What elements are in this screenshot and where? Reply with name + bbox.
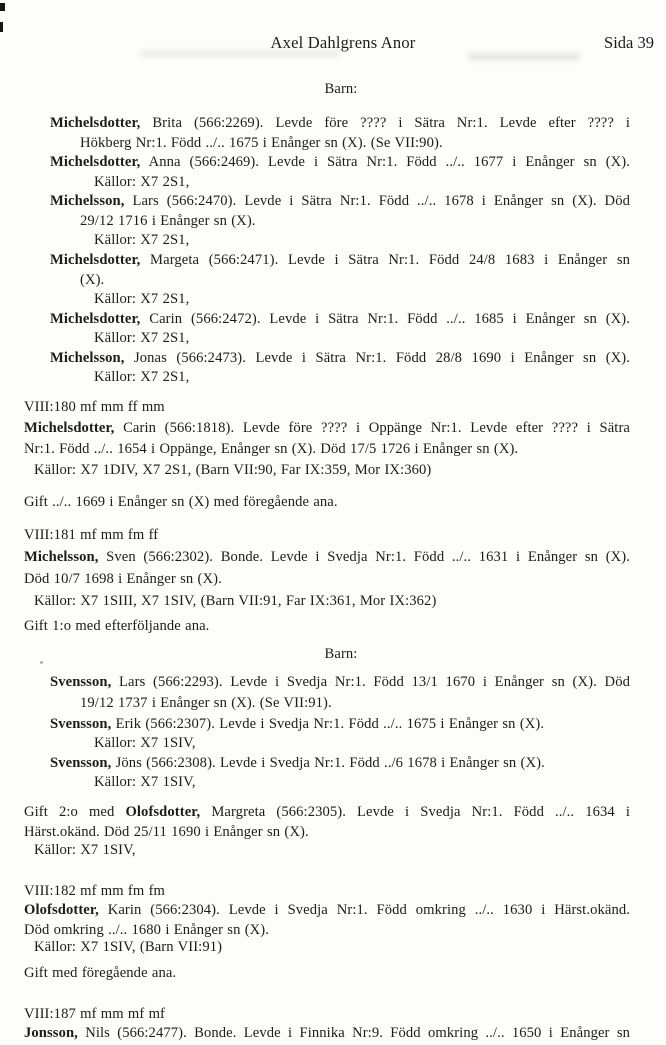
text-segment: Jonas (566:2473). Levde i Sätra Nr:1. Född 28/8 1690 i Enånger sn (X). bbox=[124, 350, 630, 366]
ancestor-id-line bbox=[24, 526, 630, 545]
source-line bbox=[34, 592, 630, 611]
text-segment: VIII:180 mf mm ff mm bbox=[24, 399, 165, 415]
child-entry-continuation bbox=[80, 694, 630, 713]
child-entry-line bbox=[50, 192, 630, 211]
person-name: Michelsdotter, bbox=[50, 252, 141, 268]
text-segment: Härst.okänd. Död 25/11 1690 i Enånger sn (X). bbox=[24, 824, 309, 840]
text-segment: Karin (566:2304). Levde i Svedja Nr:1. Född omkring ../.. 1630 i Härst.okänd. bbox=[98, 902, 630, 918]
source-line bbox=[94, 329, 630, 348]
text-segment: (X). bbox=[80, 272, 105, 288]
text-segment: Hökberg Nr:1. Född ../.. 1675 i Enånger sn (X). (Se VII:90). bbox=[80, 135, 443, 151]
person-name: Svensson, bbox=[50, 674, 112, 690]
text-segment: Carin (566:1818). Levde före ???? i Oppänge Nr:1. Levde efter ???? i Sätra bbox=[114, 420, 630, 436]
text-segment: Källor: X7 2S1, bbox=[94, 174, 190, 190]
text-segment: Gift 1:o med efterföljande ana. bbox=[24, 618, 210, 634]
child-entry-line bbox=[50, 310, 630, 329]
ancestor-id-line bbox=[24, 1005, 630, 1024]
paragraph-line bbox=[24, 1024, 630, 1043]
source-line bbox=[94, 173, 630, 192]
person-name: Michelsson, bbox=[50, 350, 125, 366]
person-name: Michelsson, bbox=[24, 549, 99, 565]
paragraph-line bbox=[24, 419, 630, 438]
text-segment: Erik (566:2307). Levde i Svedja Nr:1. Född ../.. 1675 i Enånger sn (X). bbox=[111, 716, 545, 732]
person-name: Olofsdotter, bbox=[24, 902, 99, 918]
text-segment: Källor: X7 2S1, bbox=[94, 232, 190, 248]
child-entry-line bbox=[50, 673, 630, 692]
text-segment: Död 10/7 1698 i Enånger sn (X). bbox=[24, 571, 222, 587]
child-entry-line bbox=[50, 754, 630, 773]
person-name: Svensson, bbox=[50, 716, 112, 732]
text-segment: Barn: bbox=[324, 81, 358, 97]
source-line bbox=[94, 231, 630, 250]
text-segment: Margreta (566:2305). Levde i Svedja Nr:1. Född ../.. 1634 i bbox=[200, 804, 631, 820]
paragraph-line bbox=[24, 570, 630, 589]
paragraph-line bbox=[24, 548, 630, 567]
text-segment: Källor: X7 1SIV, bbox=[94, 774, 196, 790]
text-segment: Gift ../.. 1669 i Enånger sn (X) med föregående ana. bbox=[24, 494, 338, 510]
source-line bbox=[34, 841, 630, 860]
source-line bbox=[94, 773, 630, 792]
ancestor-id-line bbox=[24, 882, 630, 901]
person-name: Michelsdotter, bbox=[50, 115, 141, 131]
source-line bbox=[94, 368, 630, 387]
text-segment: Jöns (566:2308). Levde i Svedja Nr:1. Född ../6 1678 i Enånger sn (X). bbox=[111, 755, 545, 771]
text-segment: Död omkring ../.. 1680 i Enånger sn (X). bbox=[24, 922, 270, 938]
source-line bbox=[94, 734, 630, 753]
text-segment: Källor: X7 2S1, bbox=[94, 330, 190, 346]
text-segment: Sven (566:2302). Bonde. Levde i Svedja Nr:1. Född ../.. 1631 i Enånger sn (X). bbox=[98, 549, 630, 565]
text-segment: Gift med föregående ana. bbox=[24, 965, 177, 981]
child-entry-continuation bbox=[80, 212, 630, 231]
child-entry-line bbox=[50, 349, 630, 368]
text-segment: Källor: X7 2S1, bbox=[94, 369, 190, 385]
text-segment: Anna (566:2469). Levde i Sätra Nr:1. Född ../.. 1677 i Enånger sn (X). bbox=[140, 154, 630, 170]
page-title: Axel Dahlgrens Anor bbox=[270, 33, 416, 52]
text-segment: Källor: X7 1DIV, X7 2S1, (Barn VII:90, Far IX:359, Mor IX:360) bbox=[34, 462, 432, 478]
person-name: Michelsdotter, bbox=[50, 154, 141, 170]
child-entry-line bbox=[50, 251, 630, 270]
scan-artifact bbox=[0, 3, 5, 11]
child-entry-line bbox=[50, 114, 630, 133]
paragraph-line bbox=[24, 493, 630, 512]
text-segment: VIII:181 mf mm fm ff bbox=[24, 527, 159, 543]
paragraph-line bbox=[24, 617, 630, 636]
paragraph-line bbox=[24, 823, 630, 842]
paragraph-line bbox=[24, 964, 630, 983]
text-segment: VIII:182 mf mm fm fm bbox=[24, 883, 165, 899]
text-segment: Källor: X7 2S1, bbox=[94, 291, 190, 307]
scan-artifact bbox=[468, 53, 580, 60]
source-line bbox=[34, 461, 630, 480]
text-segment: Margeta (566:2471). Levde i Sätra Nr:1. Född 24/8 1683 i Enånger sn bbox=[140, 252, 630, 268]
person-name: Michelsdotter, bbox=[24, 420, 115, 436]
text-segment: Lars (566:2470). Levde i Sätra Nr:1. Född ../.. 1678 i Enånger sn (X). Död bbox=[124, 193, 630, 209]
text-segment: Källor: X7 1SIII, X7 1SIV, (Barn VII:91, Far IX:361, Mor IX:362) bbox=[34, 593, 437, 609]
text-segment: Brita (566:2269). Levde före ???? i Sätra Nr:1. Levde efter ???? i bbox=[140, 115, 630, 131]
text-segment: Carin (566:2472). Levde i Sätra Nr:1. Född ../.. 1685 i Enånger sn (X). bbox=[140, 311, 630, 327]
text-segment: VIII:187 mf mm mf mf bbox=[24, 1006, 165, 1022]
person-name: Michelsdotter, bbox=[50, 311, 141, 327]
text-segment: Nr:1. Född ../.. 1654 i Oppänge, Enånger sn (X). Död 17/5 1726 i Enånger sn (X). bbox=[24, 441, 519, 457]
person-name: Svensson, bbox=[50, 755, 112, 771]
text-segment: Källor: X7 1SIV, bbox=[94, 735, 196, 751]
paragraph-line bbox=[24, 803, 630, 822]
ancestor-id-line bbox=[24, 398, 630, 417]
text-segment: 29/12 1716 i Enånger sn (X). bbox=[80, 213, 256, 229]
text-segment: Nils (566:2477). Bonde. Levde i Finnika Nr:9. Född omkring ../.. 1650 i Enånger sn bbox=[77, 1025, 630, 1041]
person-name: Jonsson, bbox=[24, 1025, 78, 1041]
paragraph-line bbox=[24, 901, 630, 920]
text-segment: Källor: X7 1SIV, bbox=[34, 842, 136, 858]
source-line bbox=[34, 938, 630, 957]
text-segment: Lars (566:2293). Levde i Svedja Nr:1. Född 13/1 1670 i Enånger sn (X). Död bbox=[111, 674, 630, 690]
paragraph-line bbox=[24, 440, 630, 459]
source-line bbox=[94, 290, 630, 309]
person-name: Michelsson, bbox=[50, 193, 125, 209]
child-entry-line bbox=[50, 715, 630, 734]
scan-artifact bbox=[0, 22, 3, 32]
text-segment: Källor: X7 1SIV, (Barn VII:91) bbox=[34, 939, 223, 955]
children-heading bbox=[0, 645, 666, 664]
page-number: Sida 39 bbox=[604, 33, 654, 52]
children-heading bbox=[0, 80, 666, 99]
text-segment: 19/12 1737 i Enånger sn (X). (Se VII:91). bbox=[80, 695, 332, 711]
text-segment: Barn: bbox=[324, 646, 358, 662]
child-entry-continuation bbox=[80, 271, 630, 290]
child-entry-continuation bbox=[80, 134, 630, 153]
text-segment: Gift 2:o med bbox=[24, 804, 126, 820]
person-name: Olofsdotter, bbox=[125, 804, 201, 820]
child-entry-line bbox=[50, 153, 630, 172]
